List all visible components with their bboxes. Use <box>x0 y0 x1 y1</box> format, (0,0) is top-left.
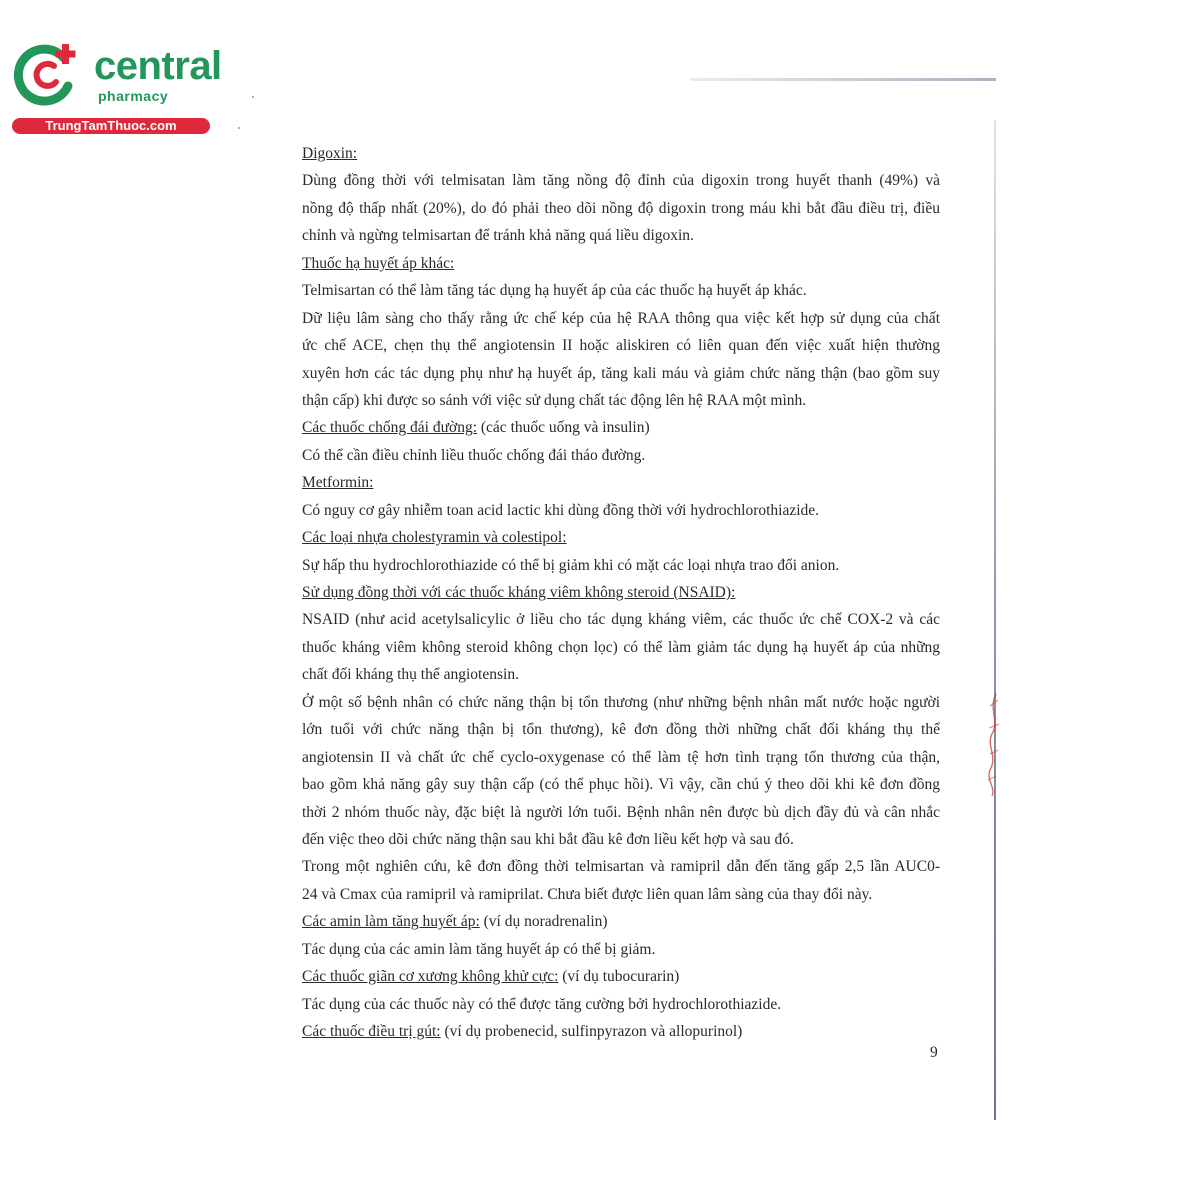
text-line <box>302 277 940 304</box>
body-text: (ví dụ tubocurarin) <box>558 968 680 986</box>
text-line <box>302 250 940 277</box>
text-line <box>302 936 940 963</box>
body-text: Ở một số bệnh nhân có chức năng thận bị tổn thương (như những bệnh nhân mất nước hoặc người <box>302 693 940 711</box>
section-heading: Các thuốc điều trị gút: <box>302 1023 441 1040</box>
body-text: Telmisartan có thể làm tăng tác dụng hạ huyết áp của các thuốc hạ huyết áp khác. <box>302 282 807 300</box>
body-text: thận cấp) khi được so sánh với việc sử dụng chất tác động lên hệ RAA một mình. <box>302 391 807 409</box>
body-text: 24 và Cmax của ramipril và ramiprilat. Chưa biết được liên quan lâm sàng của thay đổi này. <box>302 885 873 903</box>
right-scan-edge <box>994 120 996 1120</box>
text-line <box>302 442 940 469</box>
body-text: NSAID (như acid acetylsalicylic ở liều cho tác dụng kháng viêm, các thuốc ức chế COX-2 và các <box>302 611 940 629</box>
red-stamp-mark <box>984 690 1002 800</box>
body-text: chỉnh và ngừng telmisartan để tránh khả năng quá liều digoxin. <box>302 227 694 245</box>
section-heading: Các loại nhựa cholestyramin và colestipol: <box>302 529 567 547</box>
brand-subtitle: pharmacy <box>98 88 169 104</box>
section-heading: Các amin làm tăng huyết áp: <box>302 913 480 931</box>
brand-url: TrungTamThuoc.com <box>12 118 210 134</box>
central-pharmacy-logo[interactable] <box>10 38 220 138</box>
text-line <box>302 524 940 551</box>
text-line <box>302 167 940 194</box>
body-text: Sự hấp thu hydrochlorothiazide có thể bị giảm khi có mặt các loại nhựa trao đổi anion. <box>302 556 840 574</box>
text-line <box>302 469 940 496</box>
text-line <box>302 689 940 716</box>
body-text: Dùng đồng thời với telmisatan làm tăng nồng độ đỉnh của digoxin trong huyết thanh (49%) và <box>302 172 940 190</box>
section-heading: Sử dụng đồng thời với các thuốc kháng viêm không steroid (NSAID): <box>302 584 736 601</box>
text-line <box>302 305 940 332</box>
text-line <box>302 360 940 387</box>
text-line <box>302 552 940 579</box>
body-text: Tác dụng của các thuốc này có thể được tăng cường bởi hydrochlorothiazide. <box>302 995 782 1013</box>
text-line <box>302 332 940 359</box>
text-line <box>302 414 940 441</box>
body-text: Trong một nghiên cứu, kê đơn đồng thời telmisartan và ramipril dẫn đến tăng gấp 2,5 lần AUC0- <box>302 858 940 876</box>
text-line <box>302 222 940 249</box>
text-line <box>302 716 940 743</box>
body-text: angiotensin II và chất ức chế cyclo-oxygenase có thể làm tệ hơn tình trạng tổn thương của thận, <box>302 748 940 766</box>
body-text: chất đối kháng thụ thể angiotensin. <box>302 666 519 684</box>
top-scan-line <box>690 78 996 81</box>
body-text: thuốc kháng viêm không steroid không chọn lọc) có thể làm giảm tác dụng hạ huyết áp của những <box>302 638 940 656</box>
body-text: lớn tuổi với chức năng thận bị tổn thương), kê đơn đồng thời những chất đối kháng thụ thể <box>302 721 940 739</box>
text-line <box>302 799 940 826</box>
text-line <box>302 826 940 853</box>
text-line <box>302 991 940 1018</box>
body-text: thời 2 nhóm thuốc này, đặc biệt là người lớn tuổi. Bệnh nhân nên được bù dịch đầy đủ và cân nhắc <box>302 803 940 821</box>
text-line <box>302 963 940 990</box>
text-line <box>302 908 940 935</box>
body-text: Có thể cần điều chỉnh liều thuốc chống đái tháo đường. <box>302 446 646 464</box>
text-line <box>302 140 940 167</box>
body-text: ức chế ACE, chẹn thụ thể angiotensin II hoặc aliskiren có liên quan đến việc xuất hiện thường <box>302 337 940 355</box>
document-body <box>302 140 940 1045</box>
section-heading: Digoxin: <box>302 145 358 162</box>
body-text: bao gồm khả năng gây suy thận cấp (có thể phục hồi). Vì vậy, cần chú ý theo dõi khi kê đơn đồng <box>302 776 940 794</box>
body-text: nồng độ thấp nhất (20%), do đó phải theo dõi nồng độ digoxin trong máu khi bắt đầu điều trị, điều <box>302 199 940 217</box>
text-line <box>302 634 940 661</box>
text-line <box>302 853 940 880</box>
section-heading: Metformin: <box>302 474 374 492</box>
text-line <box>302 1018 940 1045</box>
text-line <box>302 744 940 771</box>
body-text: đến việc theo dõi chức năng thận sau khi bắt đầu kê đơn liều kết hợp và sau đó. <box>302 830 794 848</box>
body-text: (ví dụ probenecid, sulfinpyrazon và allopurinol) <box>440 1023 743 1040</box>
section-heading: Các thuốc chống đái đường: <box>302 419 478 437</box>
text-line <box>302 195 940 222</box>
pharmacy-cross-icon <box>10 38 82 110</box>
brand-name: central <box>94 44 222 88</box>
body-text: (ví dụ noradrenalin) <box>479 913 608 931</box>
text-line <box>302 579 940 606</box>
text-line <box>302 771 940 798</box>
body-text: (các thuốc uống và insulin) <box>477 419 650 437</box>
body-text: xuyên hơn các tác dụng phụ như hạ huyết áp, tăng kali máu và giảm chức năng thận (bao gồm suy <box>302 364 940 382</box>
body-text: Dữ liệu lâm sàng cho thấy rằng ức chế kép của hệ RAA thông qua việc kết hợp sử dụng của chất <box>302 309 940 327</box>
section-heading: Thuốc hạ huyết áp khác: <box>302 254 455 272</box>
page-number: 9 <box>930 1044 938 1061</box>
text-line <box>302 606 940 633</box>
text-line <box>302 661 940 688</box>
body-text: Tác dụng của các amin làm tăng huyết áp có thể bị giảm. <box>302 940 656 958</box>
scan-speck <box>252 96 254 98</box>
text-line <box>302 387 940 414</box>
text-line <box>302 497 940 524</box>
scan-speck <box>238 127 240 129</box>
text-line <box>302 881 940 908</box>
body-text: Có nguy cơ gây nhiễm toan acid lactic khi dùng đồng thời với hydrochlorothiazide. <box>302 501 820 519</box>
section-heading: Các thuốc giãn cơ xương không khử cực: <box>302 968 559 986</box>
